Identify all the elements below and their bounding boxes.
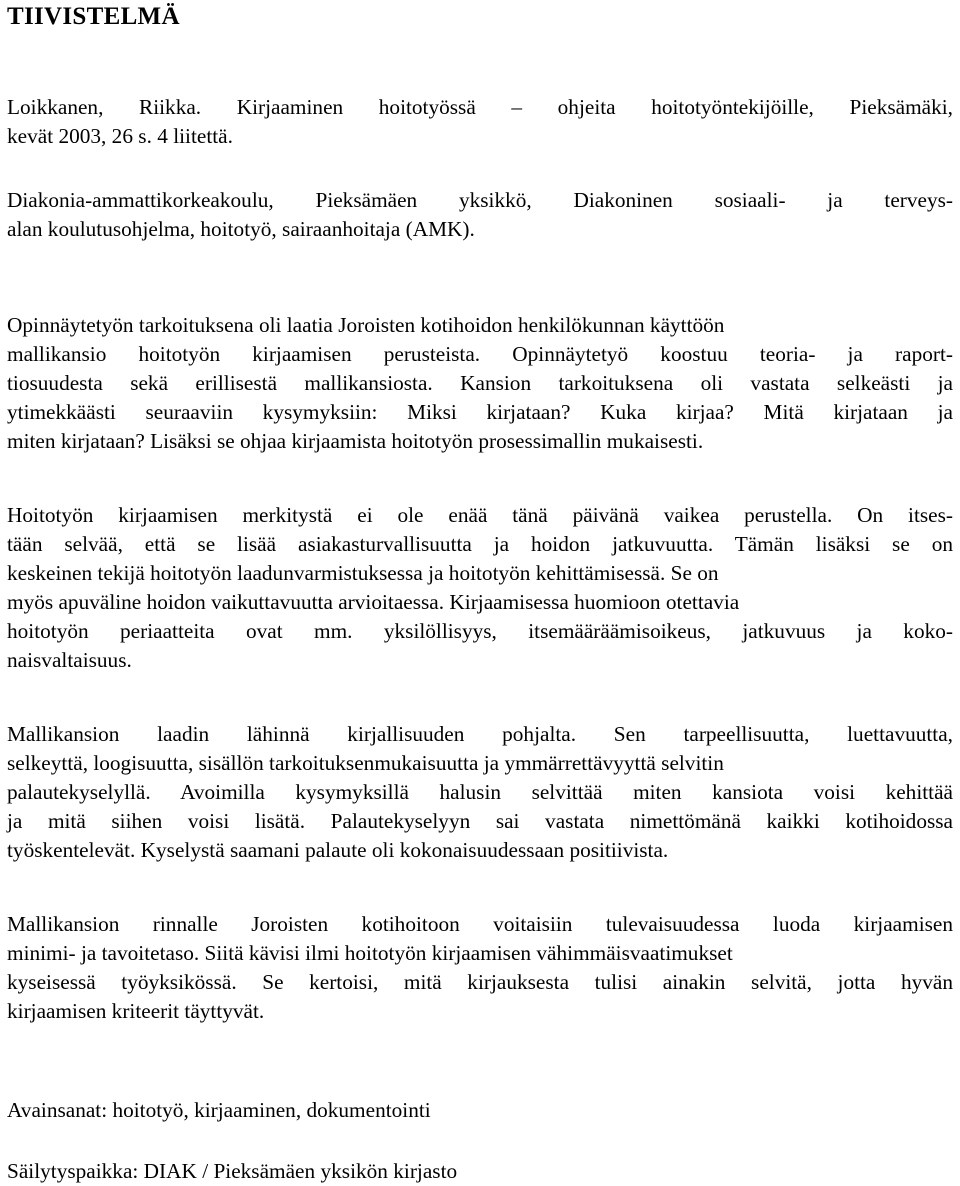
paragraph-line: Mallikansion rinnalle Joroisten kotihoitoon voitaisiin tulevaisuudessa luoda kirjaamisen	[7, 912, 953, 936]
institution-line: Diakonia-ammattikorkeakoulu, Pieksämäen yksikkö, Diakoninen sosiaali- ja terveys-	[7, 188, 953, 212]
paragraph-line: miten kirjataan? Lisäksi se ohjaa kirjaamista hoitotyön prosessimallin mukaisesti.	[7, 429, 704, 453]
paragraph-line: mallikansio hoitotyön kirjaamisen perusteista. Opinnäytetyö koostuu teoria- ja raport-	[7, 342, 953, 366]
paragraph-line: ja mitä siihen voisi lisätä. Palautekyselyyn sai vastata nimettömänä kaikki kotihoidossa	[7, 809, 953, 833]
reference-block	[7, 93, 953, 151]
institution-block	[7, 186, 953, 244]
paragraph-line: ytimekkäästi seuraaviin kysymyksiin: Miksi kirjataan? Kuka kirjaa? Mitä kirjataan ja	[7, 400, 953, 424]
paragraph-line: tään selvää, että se lisää asiakasturvallisuutta ja hoidon jatkuvuutta. Tämän lisäksi se on	[7, 532, 953, 556]
abstract-paragraph-method	[7, 720, 953, 865]
abstract-paragraph-purpose	[7, 311, 953, 456]
institution-line: alan koulutusohjelma, hoitotyö, sairaanhoitaja (AMK).	[7, 217, 475, 241]
keywords-line: Avainsanat: hoitotyö, kirjaaminen, dokumentointi	[7, 1098, 431, 1122]
paragraph-line: selkeyttä, loogisuutta, sisällön tarkoituksenmukaisuutta ja ymmärrettävyyttä selvitin	[7, 751, 724, 775]
reference-line: kevät 2003, 26 s. 4 liitettä.	[7, 124, 233, 148]
paragraph-line: naisvaltaisuus.	[7, 648, 132, 672]
paragraph-line: minimi- ja tavoitetaso. Siitä kävisi ilmi hoitotyön kirjaamisen vähimmäisvaatimukset	[7, 941, 733, 965]
paragraph-line: Mallikansion laadin lähinnä kirjallisuuden pohjalta. Sen tarpeellisuutta, luettavuutta,	[7, 722, 953, 746]
abstract-paragraph-significance	[7, 501, 953, 675]
storage-location	[7, 1157, 457, 1186]
paragraph-line: Opinnäytetyön tarkoituksena oli laatia Joroisten kotihoidon henkilökunnan käyttöön	[7, 313, 725, 337]
paragraph-line: keskeinen tekijä hoitotyön laadunvarmistuksessa ja hoitotyön kehittämisessä. Se on	[7, 561, 719, 585]
paragraph-line: kirjaamisen kriteerit täyttyvät.	[7, 999, 265, 1023]
paragraph-line: työskentelevät. Kyselystä saamani palaute oli kokonaisuudessaan positiivista.	[7, 838, 669, 862]
abstract-paragraph-future	[7, 910, 953, 1026]
page-title: TIIVISTELMÄ	[7, 3, 180, 30]
paragraph-line: hoitotyön periaatteita ovat mm. yksilöllisyys, itsemääräämisoikeus, jatkuvuus ja koko-	[7, 619, 953, 643]
paragraph-line: kyseisessä työyksikössä. Se kertoisi, mitä kirjauksesta tulisi ainakin selvitä, jotta hyvän	[7, 970, 953, 994]
keywords	[7, 1096, 431, 1125]
paragraph-line: palautekyselyllä. Avoimilla kysymyksillä halusin selvittää miten kansiota voisi kehittää	[7, 780, 953, 804]
paragraph-line: myös apuväline hoidon vaikuttavuutta arvioitaessa. Kirjaamisessa huomioon otettavia	[7, 590, 740, 614]
reference-line: Loikkanen, Riikka. Kirjaaminen hoitotyössä – ohjeita hoitotyöntekijöille, Pieksämäki,	[7, 95, 953, 119]
paragraph-line: tiosuudesta sekä erillisestä mallikansiosta. Kansion tarkoituksena oli vastata selkeästi ja	[7, 371, 953, 395]
storage-line: Säilytyspaikka: DIAK / Pieksämäen yksikön kirjasto	[7, 1159, 458, 1183]
paragraph-line: Hoitotyön kirjaamisen merkitystä ei ole enää tänä päivänä vaikea perustella. On itses-	[7, 503, 953, 527]
